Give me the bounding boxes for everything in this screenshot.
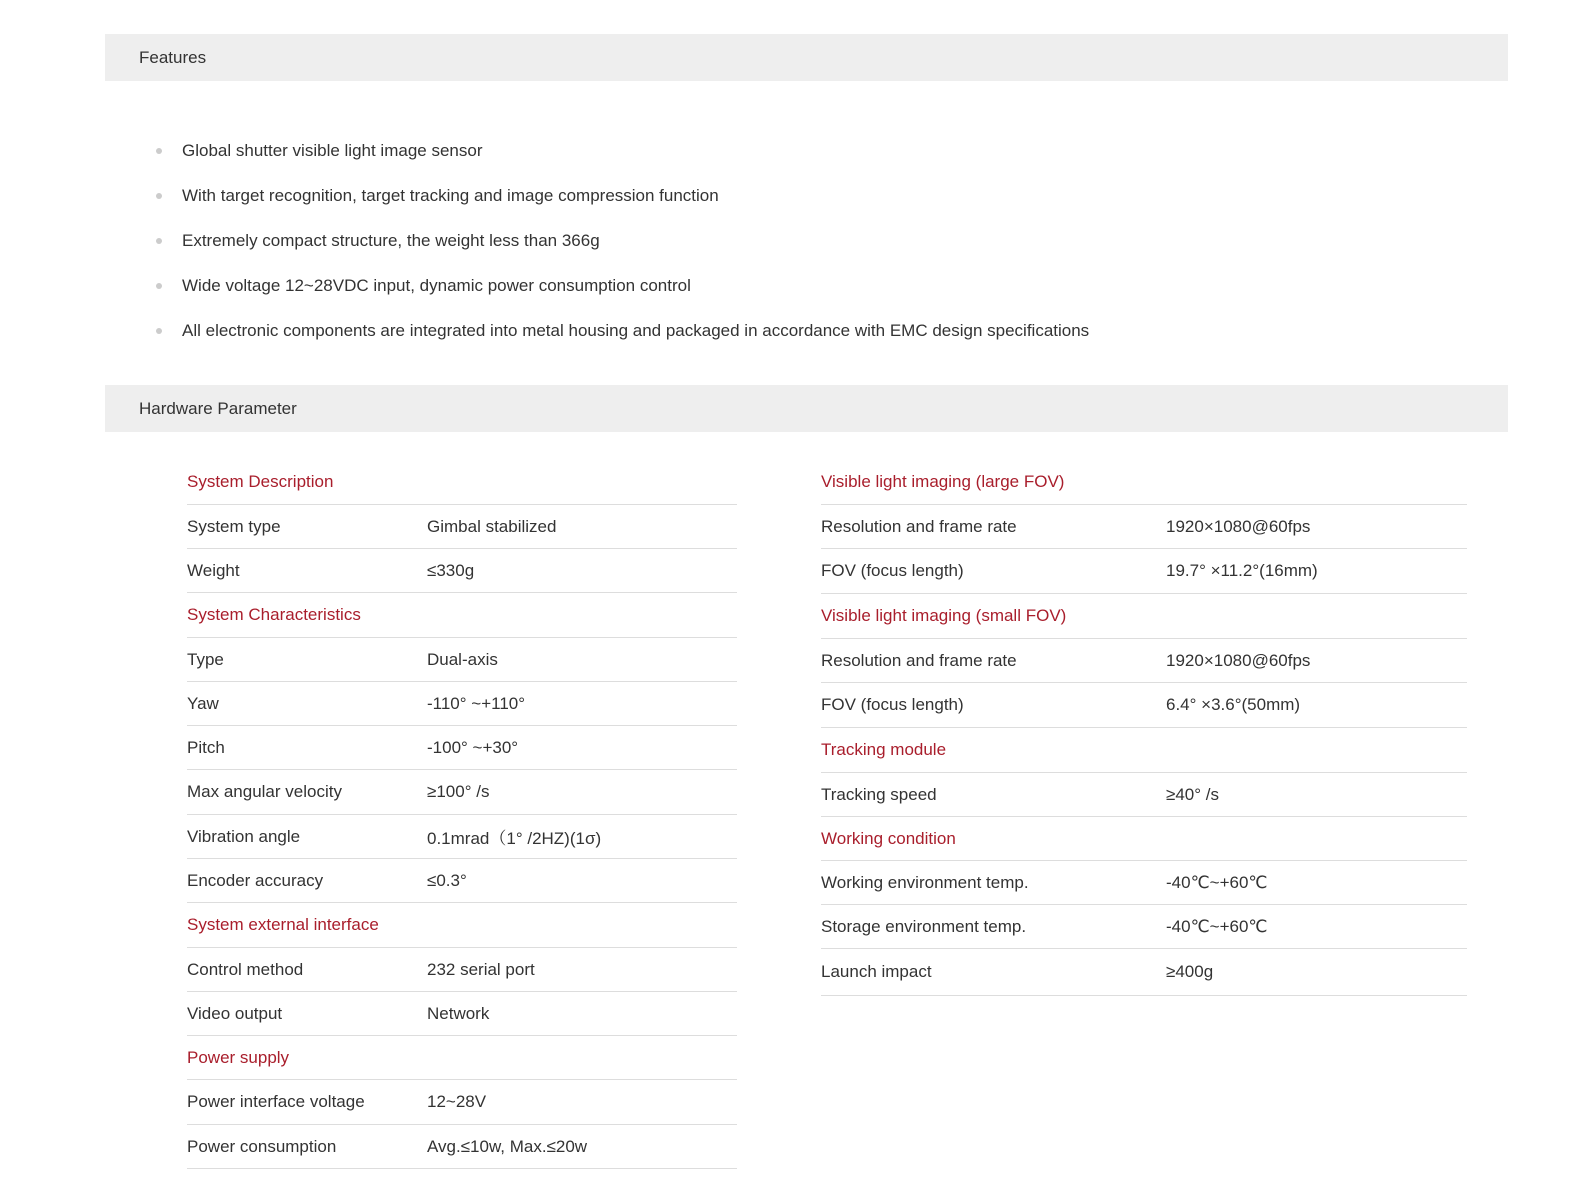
spec-value: 232 serial port <box>427 959 535 979</box>
spec-value: Gimbal stabilized <box>427 516 557 536</box>
spec-category-title: Visible light imaging (large FOV) <box>821 472 1065 491</box>
table-row <box>821 949 1467 996</box>
table-row <box>187 549 737 593</box>
spec-category-title: Tracking module <box>821 740 947 759</box>
spec-value: 0.1mrad（1° /2HZ)(1σ) <box>427 829 602 848</box>
spec-category-title: Power supply <box>187 1047 290 1067</box>
table-row <box>187 992 737 1036</box>
spec-category-title: System Description <box>187 472 334 491</box>
spec-value: 6.4° ×3.6°(50mm) <box>1166 695 1301 714</box>
spec-category-title: System Characteristics <box>187 605 361 624</box>
list-item <box>156 308 1089 353</box>
spec-label: Control method <box>187 959 304 979</box>
spec-label: System type <box>187 516 281 536</box>
spec-value: ≤0.3° <box>427 870 467 890</box>
spec-category-row <box>187 460 737 505</box>
bullet-icon <box>156 148 162 154</box>
spec-label: Resolution and frame rate <box>821 516 1017 536</box>
table-row <box>821 905 1467 949</box>
spec-label: FOV (focus length) <box>821 695 964 714</box>
spec-value: -40℃~+60℃ <box>1166 916 1268 936</box>
spec-label: Type <box>187 649 224 669</box>
list-item <box>156 128 1089 173</box>
spec-label: Weight <box>187 560 240 580</box>
spec-label: FOV (focus length) <box>821 561 964 580</box>
spec-label: Encoder accuracy <box>187 870 324 890</box>
table-row <box>187 726 737 770</box>
spec-label: Resolution and frame rate <box>821 650 1017 670</box>
table-row <box>187 638 737 682</box>
bullet-icon <box>156 193 162 199</box>
spec-value: ≥100° /s <box>427 782 490 801</box>
table-row <box>187 1125 737 1169</box>
spec-value: -110° ~+110° <box>427 693 526 713</box>
spec-label: Working environment temp. <box>821 872 1029 892</box>
table-row <box>187 1080 737 1125</box>
bullet-icon <box>156 238 162 244</box>
spec-category-row <box>187 593 737 638</box>
spec-label: Pitch <box>187 737 225 757</box>
hardware-section-header <box>105 385 1508 432</box>
table-row <box>821 861 1467 905</box>
spec-value: -40℃~+60℃ <box>1166 872 1268 892</box>
spec-value: ≥40° /s <box>1166 784 1219 804</box>
list-item <box>156 263 1089 308</box>
spec-table-right <box>821 460 1467 996</box>
feature-text: Extremely compact structure, the weight less than 366g <box>182 230 600 250</box>
hardware-title: Hardware Parameter <box>139 398 297 418</box>
spec-value: 19.7° ×11.2°(16mm) <box>1166 561 1318 580</box>
spec-label: Storage environment temp. <box>821 916 1027 936</box>
table-row <box>187 815 737 859</box>
spec-label: Power interface voltage <box>187 1092 365 1111</box>
list-item <box>156 218 1089 263</box>
bullet-icon <box>156 328 162 334</box>
features-section-header <box>105 34 1508 81</box>
spec-table-left <box>187 460 737 1169</box>
feature-text: With target recognition, target tracking and image compression function <box>182 185 719 205</box>
spec-label: Video output <box>187 1003 283 1023</box>
spec-category-row <box>187 1036 737 1080</box>
table-row <box>187 682 737 726</box>
spec-label: Max angular velocity <box>187 782 342 801</box>
feature-text: All electronic components are integrated into metal housing and packaged in accordance with EMC design specifications <box>182 320 1090 340</box>
spec-value: Dual-axis <box>427 649 498 669</box>
spec-category-row <box>821 728 1467 773</box>
spec-value: 1920×1080@60fps <box>1166 516 1311 536</box>
spec-category-title: Visible light imaging (small FOV) <box>821 606 1067 625</box>
spec-category-row <box>187 903 737 948</box>
list-item <box>156 173 1089 218</box>
table-row <box>187 770 737 815</box>
spec-category-row <box>821 594 1467 639</box>
feature-text: Wide voltage 12~28VDC input, dynamic power consumption control <box>182 275 691 295</box>
table-row <box>821 683 1467 728</box>
bullet-icon <box>156 283 162 289</box>
table-row <box>187 505 737 549</box>
spec-label: Vibration angle <box>187 826 301 846</box>
table-row <box>821 773 1467 817</box>
features-list <box>156 128 1089 353</box>
spec-value: Avg.≤10w, Max.≤20w <box>427 1136 588 1156</box>
spec-label: Tracking speed <box>821 784 937 804</box>
spec-label: Yaw <box>187 693 219 713</box>
spec-value: 1920×1080@60fps <box>1166 650 1311 670</box>
spec-category-row <box>821 817 1467 861</box>
table-row <box>821 505 1467 549</box>
spec-value: ≤330g <box>427 560 475 580</box>
table-row <box>821 549 1467 594</box>
spec-category-title: System external interface <box>187 915 379 934</box>
spec-value: 12~28V <box>427 1092 487 1111</box>
table-row <box>187 948 737 992</box>
spec-value: -100° ~+30° <box>427 737 519 757</box>
features-title: Features <box>139 47 207 67</box>
table-row <box>821 639 1467 683</box>
spec-category-row <box>821 460 1467 505</box>
spec-value: Network <box>427 1003 490 1023</box>
spec-label: Power consumption <box>187 1136 337 1156</box>
table-row <box>187 859 737 903</box>
feature-text: Global shutter visible light image sensor <box>182 140 483 160</box>
spec-label: Launch impact <box>821 962 932 981</box>
spec-category-title: Working condition <box>821 828 956 848</box>
spec-value: ≥400g <box>1166 962 1214 981</box>
